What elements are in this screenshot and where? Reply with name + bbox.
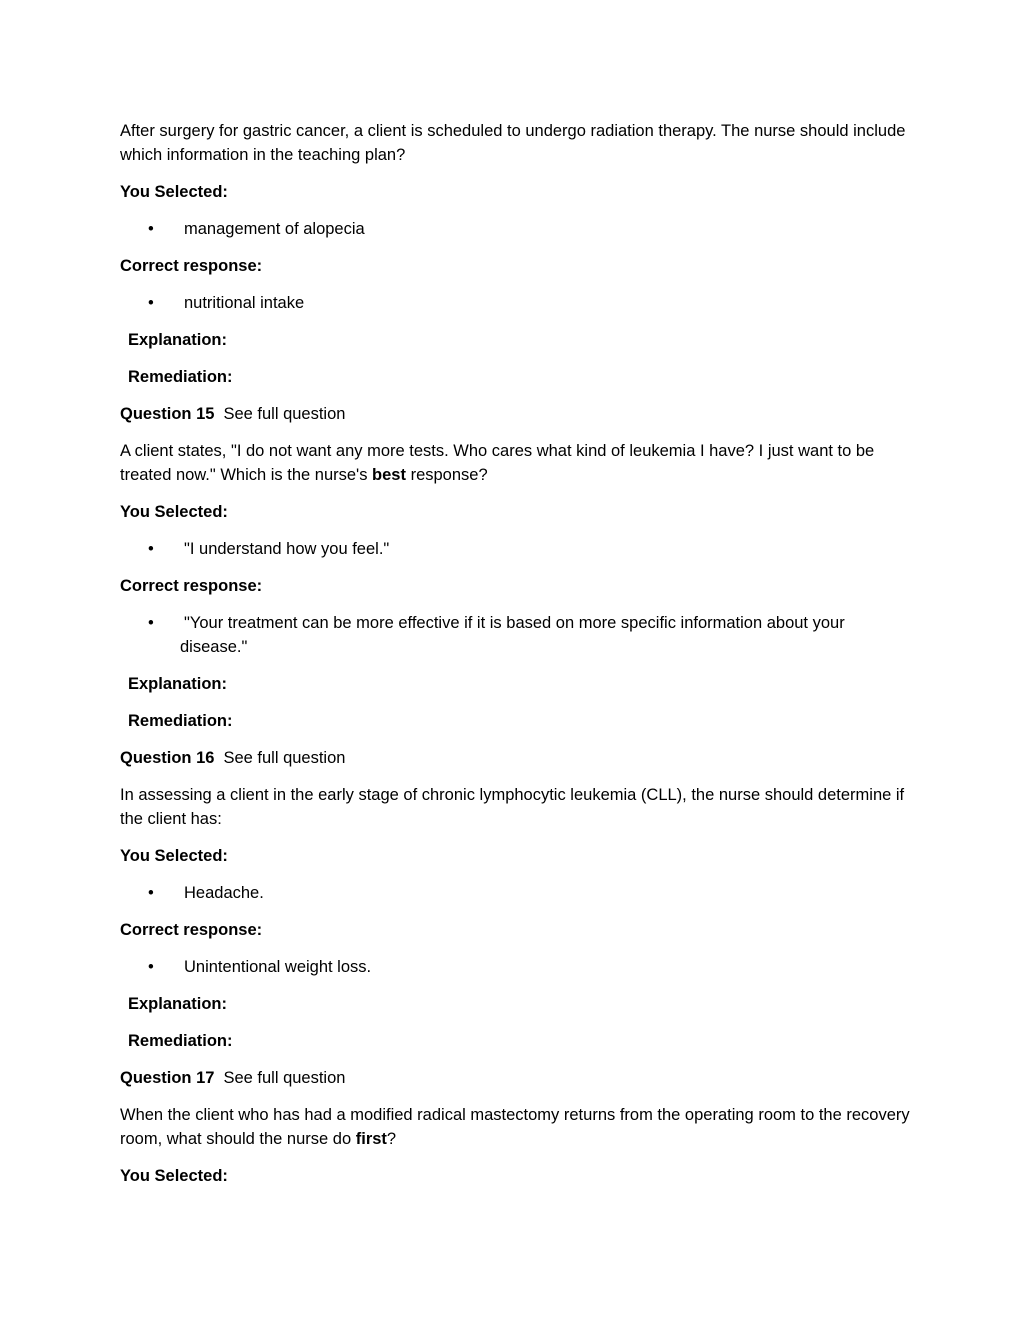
question-number: Question 15: [120, 405, 215, 423]
question-number: Question 16: [120, 749, 215, 767]
correct-answer: Unintentional weight loss.: [184, 958, 372, 976]
see-full-question-link[interactable]: See full question: [223, 1069, 346, 1087]
question-emphasis: best: [372, 466, 406, 484]
question-text: [120, 439, 910, 487]
bullet-icon: •: [148, 540, 154, 558]
selected-answer-list: [120, 881, 910, 905]
list-item: [120, 611, 910, 659]
question-emphasis: first: [355, 1130, 387, 1148]
remediation-label: Remediation:: [128, 1032, 233, 1050]
correct-answer-line-2: disease.": [180, 638, 248, 656]
correct-answer: nutritional intake: [184, 294, 305, 312]
explanation-label: Explanation:: [128, 675, 228, 693]
list-item: [120, 955, 910, 979]
you-selected-label: You Selected:: [120, 503, 228, 521]
bullet-icon: •: [148, 614, 154, 632]
correct-response-label: Correct response:: [120, 577, 263, 595]
selected-answer: "I understand how you feel.": [184, 540, 390, 558]
correct-answer-list: [120, 955, 910, 979]
explanation-label: Explanation:: [128, 995, 228, 1013]
question-text: After surgery for gastric cancer, a client is scheduled to undergo radiation therapy. The nurse should include which information in the teaching plan?: [120, 122, 906, 164]
question-number: Question 17: [120, 1069, 215, 1087]
document-page: [120, 119, 910, 1201]
correct-answer-list: [120, 611, 910, 659]
correct-response-label: Correct response:: [120, 257, 263, 275]
see-full-question-link[interactable]: See full question: [223, 405, 346, 423]
list-item: [120, 881, 910, 905]
selected-answer-list: [120, 217, 910, 241]
you-selected-label: You Selected:: [120, 183, 228, 201]
correct-answer-line-1: "Your treatment can be more effective if it is based on more specific information about your: [184, 614, 845, 632]
correct-answer-list: [120, 291, 910, 315]
selected-answer: Headache.: [184, 884, 264, 902]
you-selected-label: You Selected:: [120, 1167, 228, 1185]
selected-answer: management of alopecia: [184, 220, 365, 238]
question-text: In assessing a client in the early stage of chronic lymphocytic leukemia (CLL), the nurse should determine if the client has:: [120, 786, 905, 828]
remediation-label: Remediation:: [128, 368, 233, 386]
you-selected-label: You Selected:: [120, 847, 228, 865]
list-item: [120, 537, 910, 561]
question-text-part: A client states, "I do not want any more tests. Who cares what kind of leukemia I have? I just want to be treated now." Which is the nurse's: [120, 442, 875, 484]
question-header: [120, 1066, 910, 1090]
bullet-icon: •: [148, 220, 154, 238]
question-header: [120, 402, 910, 426]
remediation-label: Remediation:: [128, 712, 233, 730]
question-text-part: When the client who has had a modified radical mastectomy returns from the operating room to the recovery room, what should the nurse do: [120, 1106, 910, 1148]
question-text: [120, 1103, 910, 1151]
bullet-icon: •: [148, 884, 154, 902]
question-header: [120, 746, 910, 770]
question-text-part: ?: [386, 1130, 397, 1148]
list-item: [120, 291, 910, 315]
bullet-icon: •: [148, 958, 154, 976]
see-full-question-link[interactable]: See full question: [223, 749, 346, 767]
list-item: [120, 217, 910, 241]
correct-response-label: Correct response:: [120, 921, 263, 939]
selected-answer-list: [120, 537, 910, 561]
question-text-part: response?: [405, 466, 488, 484]
explanation-label: Explanation:: [128, 331, 228, 349]
bullet-icon: •: [148, 294, 154, 312]
